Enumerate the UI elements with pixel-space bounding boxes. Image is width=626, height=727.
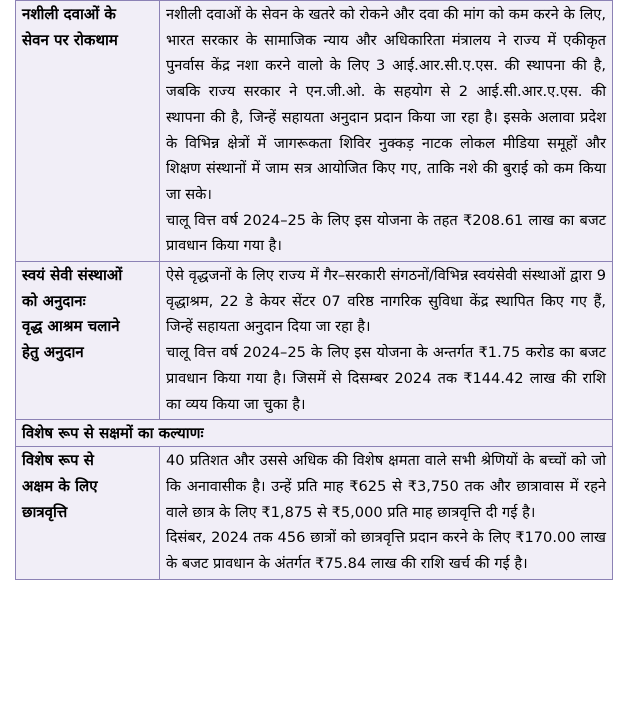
paragraph: 40 प्रतिशत और उससे अधिक की विशेष क्षमता वाले सभी श्रेणियों के बच्चों को जो कि अनावासीक है। उन्हें प्रति माह ₹625 से ₹3,750 तक और छात्रावास में रहने वाले छात्र के लिए ₹1,875 से ₹5,000 प्रति माह छात्रवृत्ति दी गई है।: [166, 452, 606, 521]
paragraph: चालू वित्त वर्ष 2024–25 के लिए इस योजना के अन्तर्गत ₹1.75 करोड का बजट प्रावधान किया गया है। जिसमें से दिसम्बर 2024 तक ₹144.42 लाख की राशि का व्यय किया जा चुका है।: [166, 344, 606, 413]
row-label: [16, 262, 160, 420]
table-row: [16, 262, 613, 420]
row-label-line: वृद्ध आश्रम चलाने: [22, 317, 120, 336]
scheme-table: [15, 0, 613, 580]
row-label-line: अक्षम के लिए: [22, 476, 98, 495]
paragraph: दिसंबर, 2024 तक 456 छात्रों को छात्रवृत्ति प्रदान करने के लिए ₹170.00 लाख के बजट प्रावधान के अंतर्गत ₹75.84 लाख की राशि खर्च की गई है।: [166, 529, 606, 573]
section-row: [16, 420, 613, 447]
paragraph: नशीली दवाओं के सेवन के खतरे को रोकने और दवा की मांग को कम करने के लिए, भारत सरकार के सामाजिक न्याय और अधिकारिता मंत्रालय ने राज्य में एकीकृत पुनर्वास केंद्र नशा करने वालो के लिए 3 आई.आर.सी.ए.एस. की स्थापना की है, जबकि राज्य सरकार ने एन.जी.ओ. के सहयोग से 2 आई.सी.आर.ए.एस. की स्थापना की है, जिन्हें सहायता अनुदान प्रदान किया जा रहा है। इसके अलावा प्रदेश के विभिन्न क्षेत्रों में जागरूकता शिविर नुक्कड़ नाटक लोकल मीडिया समूहों और शिक्षण संस्थानों में जाम सत्र आयोजित किए गए, ताकि नशे की बुराई को कम किया जा सके।: [166, 6, 606, 203]
row-label: [16, 1, 160, 262]
document-page: [15, 0, 613, 727]
row-description: [160, 262, 613, 420]
paragraph: चालू वित्त वर्ष 2024–25 के लिए इस योजना के तहत ₹208.61 लाख का बजट प्रावधान किया गया है।: [166, 211, 606, 255]
table-row: [16, 447, 613, 580]
row-label-line: नशीली दवाओं के: [22, 5, 116, 23]
section-heading: विशेष रूप से सक्षमों का कल्याणः: [16, 420, 613, 447]
row-label-line: सेवन पर रोकथाम: [22, 30, 118, 49]
row-label: [16, 447, 160, 580]
table-row: [16, 1, 613, 262]
row-label-line: छात्रवृत्ति: [22, 502, 68, 521]
row-description: [160, 1, 613, 262]
row-label-line: हेतु अनुदान: [22, 343, 84, 362]
row-description: [160, 447, 613, 580]
paragraph: ऐसे वृद्धजनों के लिए राज्य में गैर–सरकारी संगठनों/विभिन्न स्वयंसेवी संस्थाओं द्वारा 9 वृद्धाश्रम, 22 डे केयर सेंटर 07 वरिष्ठ नागरिक सुविधा केंद्र स्थापित किए गए हैं, जिन्हें सहायता अनुदान दिया जा रहा है।: [166, 267, 606, 336]
row-label-line: स्वयं सेवी संस्थाओं: [22, 266, 123, 285]
row-label-line: विशेष रूप से: [22, 451, 94, 470]
row-label-line: को अनुदानः: [22, 291, 86, 310]
